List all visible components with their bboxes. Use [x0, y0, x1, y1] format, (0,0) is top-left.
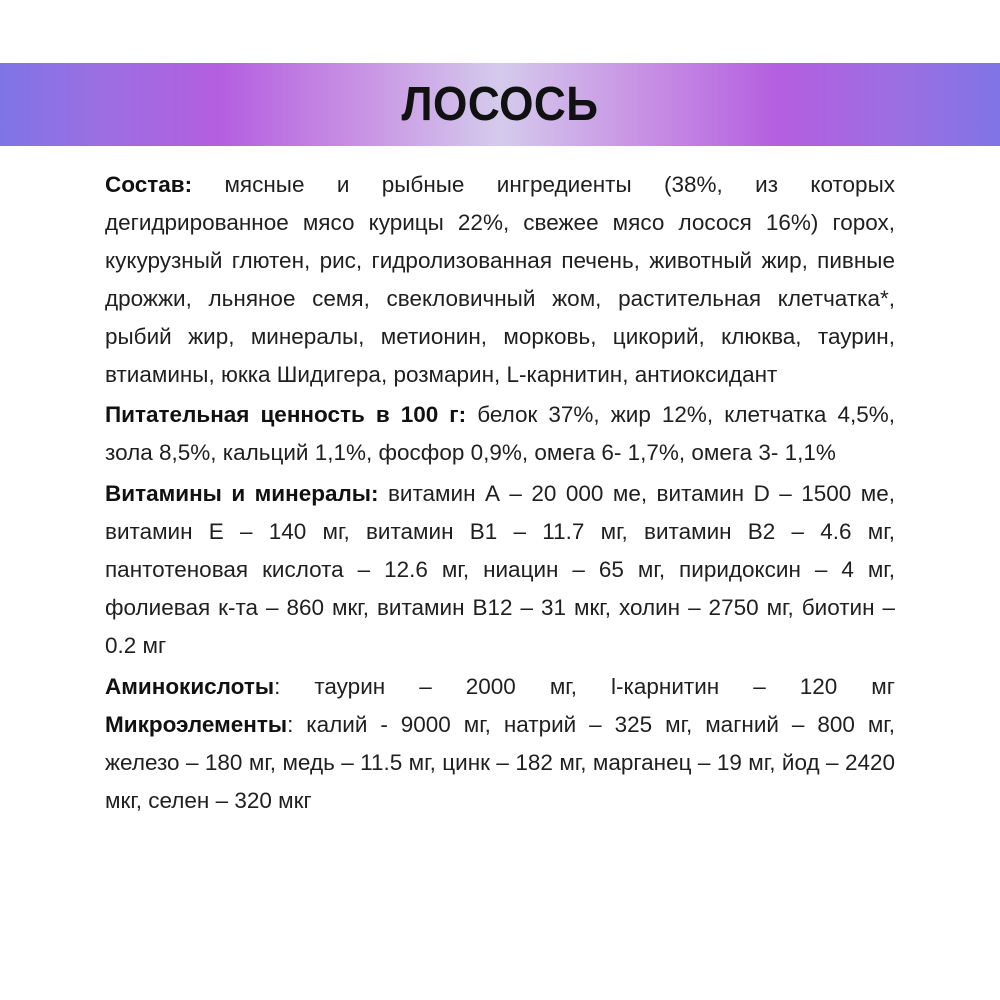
micro-text: : калий - 9000 мг, натрий – 325 мг, магний – 800 мг, железо – 180 мг, медь – 11.5 мг, цинк – 182 мг, марганец – 19 мг, йод – 2420 мкг, селен – 320 мкг — [105, 711, 895, 813]
composition-text: мясные и рыбные ингредиенты (38%, из которых дегидрированное мясо курицы 22%, свежее мясо лосося 16%) горох, кукурузный глютен, рис, гидролизованная печень, животный жир, пивные дрожжи, льняное семя, свекловичный жом, растительная клетчатка*, рыбий жир, минералы, метионин, морковь, цикорий, клюква, таурин, втиамины, юкка Шидигера, розмарин, L-карнитин, антиоксидант — [105, 172, 895, 387]
amino-paragraph — [105, 668, 895, 706]
nutrition-paragraph — [105, 396, 895, 472]
micro-label: Микроэлементы — [105, 711, 288, 737]
page-title: ЛОСОСЬ — [401, 77, 599, 131]
amino-label: Аминокислоты — [105, 673, 275, 699]
composition-paragraph — [105, 166, 895, 393]
product-description — [105, 166, 895, 819]
vitamins-label: Витамины и минералы: — [105, 481, 379, 507]
title-banner — [0, 63, 1000, 146]
composition-label: Состав: — [105, 172, 193, 197]
vitamins-text: витамин А – 20 000 ме, витамин D – 1500 ме, витамин Е – 140 мг, витамин В1 – 11.7 мг, витамин В2 – 4.6 мг, пантотеновая кислота – 12.6 мг, ниацин – 65 мг, пиридоксин – 4 мг, фолиевая к-та – 860 мкг, витамин В12 – 31 мкг, холин – 2750 мг, биотин – 0.2 мг — [105, 481, 895, 658]
vitamins-paragraph — [105, 475, 895, 665]
nutrition-text: белок 37%, жир 12%, клетчатка 4,5%, зола 8,5%, кальций 1,1%, фосфор 0,9%, омега 6- 1,7%, омега 3- 1,1% — [105, 402, 895, 466]
amino-text: : таурин – 2000 мг, l-карнитин – 120 мг — [274, 673, 895, 699]
nutrition-label: Питательная ценность в 100 г: — [105, 402, 467, 428]
micro-paragraph — [105, 706, 895, 820]
